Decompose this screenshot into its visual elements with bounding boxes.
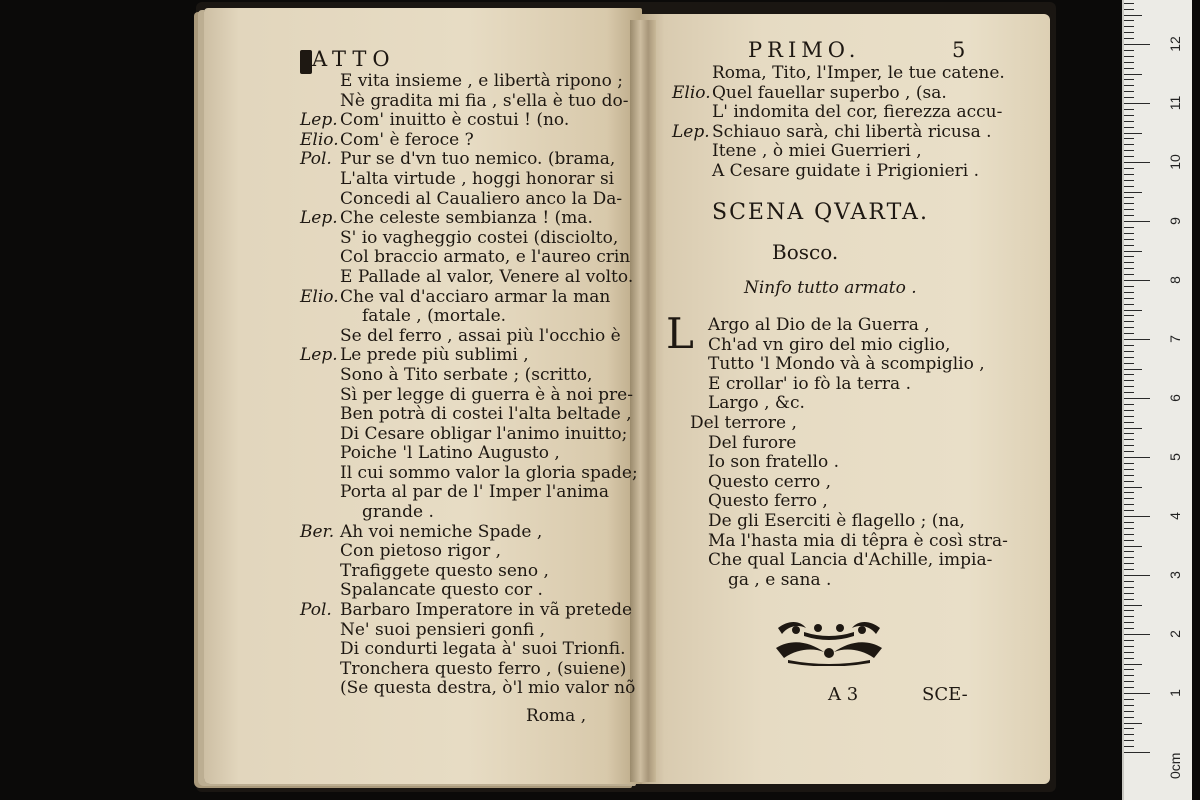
ruler-tick: [1124, 540, 1134, 541]
ruler-tick: [1124, 593, 1134, 594]
ruler-tick: [1124, 392, 1134, 393]
ruler-tick: [1124, 215, 1134, 216]
ruler-tick: [1124, 239, 1134, 240]
ruler-tick: [1124, 599, 1134, 600]
song-line: Io son fratello .: [708, 452, 840, 473]
right-page-line: [672, 64, 1005, 84]
right-page-line: [672, 123, 1005, 143]
line-text: Ah voi nemiche Spade ,: [340, 521, 543, 542]
line-text: E Pallade al valor, Venere al volto.: [340, 266, 634, 287]
left-page-line: [300, 366, 638, 386]
left-page-line: [300, 425, 638, 445]
stage-direction: Ninfo tutto armato .: [744, 278, 917, 298]
song-line: De gli Eserciti è flagello ; (na,: [708, 510, 965, 531]
left-page-line: [300, 464, 638, 484]
ruler-tick: [1124, 85, 1134, 86]
ruler-tick: [1124, 50, 1134, 51]
right-page-line: [672, 162, 1005, 182]
ruler-tick: [1124, 32, 1134, 33]
ruler-number: 11: [1167, 95, 1183, 111]
line-text: A Cesare guidate i Prigionieri .: [712, 160, 979, 181]
line-text: Nè gradita mi fia , s'ella è tuo do-: [340, 90, 629, 111]
ruler-tick: [1124, 339, 1150, 340]
ruler-tick: [1124, 38, 1134, 39]
ruler-tick: [1124, 221, 1150, 222]
line-text: Sono à Tito serbate ; (scritto,: [340, 364, 593, 385]
left-page-line: [300, 131, 638, 151]
ruler-tick: [1124, 168, 1134, 169]
ruler-tick: [1124, 410, 1134, 411]
line-text: Poiche 'l Latino Augusto ,: [340, 443, 560, 464]
ruler-tick: [1124, 121, 1134, 122]
left-page-line: [300, 601, 638, 621]
ruler-tick: [1124, 68, 1134, 69]
ruler-tick: [1124, 150, 1134, 151]
ruler-number: 9: [1167, 217, 1183, 225]
left-page-line: [300, 444, 638, 464]
ruler-tick: [1124, 457, 1150, 458]
song-line: Del terrore ,: [690, 412, 797, 433]
left-page-line: [300, 288, 638, 308]
ruler-tick: [1124, 15, 1142, 16]
line-text: Barbaro Imperatore in vã pretede: [340, 600, 633, 621]
song-line: Ma l'hasta mia di têpra è così stra-: [708, 530, 1008, 551]
ruler-tick: [1124, 740, 1134, 741]
ruler-tick: [1124, 203, 1134, 204]
ruler-number: 2: [1167, 630, 1183, 638]
ruler-tick: [1124, 628, 1134, 629]
line-text: (Se questa destra, ò'l mio valor nõ: [340, 678, 636, 699]
ruler-tick: [1124, 433, 1134, 434]
left-page-line: [300, 523, 638, 543]
ruler-tick: [1124, 186, 1134, 187]
drop-cap: L: [666, 309, 694, 358]
ruler-tick: [1124, 640, 1134, 641]
ruler-tick: [1124, 304, 1134, 305]
ruler-tick: [1124, 693, 1150, 694]
printers-ornament: [774, 620, 884, 666]
ruler-tick: [1124, 534, 1134, 535]
ruler-tick: [1124, 510, 1134, 511]
line-text: Col braccio armato, e l'aureo crin: [340, 247, 631, 268]
ruler-tick: [1124, 616, 1134, 617]
ruler-tick: [1124, 487, 1142, 488]
left-page-line: [300, 209, 638, 229]
left-page-line: [300, 327, 638, 347]
song-line: ga , e sana .: [728, 569, 832, 590]
ruler-number: 8: [1167, 276, 1183, 284]
line-text: Se del ferro , assai più l'occhio è: [340, 325, 621, 346]
ruler-tick: [1124, 286, 1134, 287]
ruler-tick: [1124, 262, 1134, 263]
left-page-line: [300, 621, 638, 641]
ruler-tick: [1124, 109, 1134, 110]
ruler-tick: [1124, 504, 1134, 505]
ruler-number: 5: [1167, 453, 1183, 461]
ruler-tick: [1124, 298, 1134, 299]
line-text: Di condurti legata à' suoi Trionfi.: [340, 639, 626, 660]
ruler-tick: [1124, 315, 1134, 316]
line-text: Porta al par de l' Imper l'anima: [340, 482, 610, 503]
ruler-tick: [1124, 209, 1134, 210]
ruler-tick: [1124, 251, 1142, 252]
ruler-number: 1: [1167, 689, 1183, 697]
ruler-number: 4: [1167, 512, 1183, 520]
speaker-label: Elio.: [672, 82, 711, 103]
song-line: Ch'ad vn giro del mio ciglio,: [708, 334, 951, 355]
ruler-tick: [1124, 575, 1150, 576]
left-page-line: [300, 72, 638, 92]
ruler-tick: [1124, 723, 1142, 724]
line-text: E vita insieme , e libertà ripono ;: [340, 71, 623, 91]
ruler-tick: [1124, 646, 1134, 647]
ruler-tick: [1124, 268, 1134, 269]
ruler-tick: [1124, 498, 1134, 499]
ruler-tick: [1124, 321, 1134, 322]
right-page-line: [672, 142, 1005, 162]
song-line: Argo al Dio de la Guerra ,: [708, 315, 930, 335]
line-text: Che val d'acciaro armar la man: [340, 286, 611, 307]
line-text: Ne' suoi pensieri gonfi ,: [340, 619, 546, 640]
right-page-top-text: [672, 64, 1005, 182]
ruler-tick: [1124, 374, 1134, 375]
ruler-tick: [1124, 469, 1134, 470]
ruler-tick: [1124, 416, 1134, 417]
speaker-label: Lep.: [300, 110, 338, 131]
left-page-line: [300, 268, 638, 288]
ruler-tick: [1124, 398, 1150, 399]
ruler-tick: [1124, 44, 1150, 45]
ruler-tick: [1124, 227, 1134, 228]
ruler-tick: [1124, 127, 1134, 128]
measurement-ruler: [1122, 0, 1192, 800]
ruler-tick: [1124, 717, 1134, 718]
ruler-tick: [1124, 91, 1134, 92]
ruler-tick: [1124, 310, 1142, 311]
ruler-tick: [1124, 256, 1134, 257]
line-text: L' indomita del cor, fierezza accu-: [712, 102, 1003, 123]
ruler-tick: [1124, 669, 1134, 670]
ruler-tick: [1124, 522, 1134, 523]
ruler-tick: [1124, 746, 1134, 747]
ruler-tick: [1124, 233, 1134, 234]
ruler-tick: [1124, 439, 1134, 440]
signature-mark: A 3: [828, 684, 859, 705]
speaker-label: Elio.: [300, 129, 339, 150]
line-text: grande .: [362, 502, 434, 523]
ruler-tick: [1124, 622, 1134, 623]
ruler-tick: [1124, 528, 1134, 529]
line-text: Trafiggete questo seno ,: [340, 560, 549, 581]
ruler-tick: [1124, 734, 1134, 735]
ruler-tick: [1124, 162, 1150, 163]
ruler-tick: [1124, 587, 1134, 588]
ruler-tick: [1124, 581, 1134, 582]
line-text: S' io vagheggio costei (disciolto,: [340, 227, 619, 248]
line-text: Sì per legge di guerra è à noi pre-: [340, 384, 633, 405]
ruler-number: 7: [1167, 335, 1183, 343]
ruler-tick: [1124, 380, 1134, 381]
ruler-tick: [1124, 475, 1134, 476]
speaker-label: Pol.: [300, 149, 332, 170]
ruler-tick: [1124, 752, 1150, 753]
ruler-tick: [1124, 492, 1134, 493]
ruler-tick: [1124, 445, 1134, 446]
song-text: [690, 316, 1008, 590]
ruler-tick: [1124, 652, 1134, 653]
ruler-tick: [1124, 144, 1134, 145]
song-line: Del furore: [708, 432, 797, 453]
line-text: Di Cesare obligar l'animo inuitto;: [340, 423, 628, 444]
ruler-tick: [1124, 56, 1134, 57]
line-text: Com' inuitto è costui ! (no.: [340, 110, 570, 131]
left-page-line: [300, 405, 638, 425]
line-text: Schiauo sarà, chi libertà ricusa .: [712, 121, 992, 142]
line-text: Il cui sommo valor la gloria spade;: [340, 462, 638, 483]
ruler-tick: [1124, 711, 1134, 712]
ruler-tick: [1124, 351, 1134, 352]
ruler-tick: [1124, 658, 1134, 659]
left-page-line: [300, 248, 638, 268]
line-text: Roma, Tito, l'Imper, le tue catene.: [712, 63, 1005, 83]
speaker-label: Lep.: [300, 208, 338, 229]
left-page-line: [300, 170, 638, 190]
line-text: Concedi al Caualiero anco la Da-: [340, 188, 623, 209]
ruler-tick: [1124, 180, 1134, 181]
ruler-tick: [1124, 516, 1150, 517]
ruler-number: 3: [1167, 571, 1183, 579]
speaker-label: Elio.: [300, 286, 339, 307]
left-page-line: [300, 346, 638, 366]
right-page-line: [672, 84, 1005, 104]
line-text: Spalancate questo cor .: [340, 580, 543, 601]
line-text: Tronchera questo ferro , (suiene): [340, 658, 627, 679]
ruler-tick: [1124, 9, 1134, 10]
ruler-tick: [1124, 404, 1134, 405]
left-page-text: [300, 72, 638, 699]
left-page-line: [300, 386, 638, 406]
ruler-tick: [1124, 428, 1142, 429]
speaker-label: Pol.: [300, 600, 332, 621]
left-page-number-mark: [300, 50, 312, 74]
left-page-line: [300, 562, 638, 582]
ruler-tick: [1124, 463, 1134, 464]
ruler-tick: [1124, 26, 1134, 27]
ruler-tick: [1124, 333, 1134, 334]
song-line: E crollar' io fò la terra .: [708, 373, 911, 394]
ruler-tick: [1124, 345, 1134, 346]
left-page-line: [300, 660, 638, 680]
ruler-tick: [1124, 386, 1134, 387]
left-page-line: [300, 542, 638, 562]
left-page-line: [300, 503, 638, 523]
ruler-tick: [1124, 197, 1134, 198]
ruler-tick: [1124, 422, 1134, 423]
speaker-label: Ber.: [300, 521, 335, 542]
line-text: fatale , (mortale.: [362, 306, 507, 327]
ruler-tick: [1124, 563, 1134, 564]
ruler-tick: [1124, 62, 1134, 63]
ruler-tick: [1124, 20, 1134, 21]
ruler-tick: [1124, 681, 1134, 682]
song-line: Tutto 'l Mondo và à scompiglio ,: [708, 354, 985, 375]
ruler-tick: [1124, 174, 1134, 175]
ruler-tick: [1124, 369, 1142, 370]
ruler-tick: [1124, 363, 1134, 364]
ruler-tick: [1124, 103, 1150, 104]
left-catchword: Roma ,: [526, 706, 587, 726]
left-page-line: [300, 229, 638, 249]
right-catchword: SCE-: [922, 684, 968, 705]
ruler-tick: [1124, 156, 1134, 157]
right-page-number: 5: [952, 38, 966, 62]
ruler-tick: [1124, 675, 1134, 676]
song-line: Largo , &c.: [708, 393, 805, 414]
ruler-tick: [1124, 699, 1134, 700]
scene-setting: Bosco.: [772, 240, 839, 264]
left-page-line: [300, 679, 638, 699]
ruler-tick: [1124, 274, 1134, 275]
ruler-tick: [1124, 115, 1134, 116]
ruler-tick: [1124, 357, 1134, 358]
ruler-number: 10: [1167, 154, 1183, 170]
ruler-tick: [1124, 451, 1134, 452]
line-text: Con pietoso rigor ,: [340, 541, 502, 562]
ruler-tick: [1124, 605, 1142, 606]
left-page-line: [300, 581, 638, 601]
line-text: Ben potrà di costei l'alta beltade ,: [340, 404, 632, 425]
ruler-tick: [1124, 3, 1134, 4]
line-text: Pur se d'vn tuo nemico. (brama,: [340, 149, 616, 170]
ruler-number: 6: [1167, 394, 1183, 402]
ruler-tick: [1124, 557, 1134, 558]
left-page-line: [300, 111, 638, 131]
line-text: Itene , ò miei Guerrieri ,: [712, 141, 922, 162]
line-text: Le prede più sublimi ,: [340, 345, 529, 366]
left-running-head: ATTO: [312, 47, 396, 71]
ruler-tick: [1124, 79, 1134, 80]
ruler-tick: [1124, 280, 1150, 281]
line-text: L'alta virtude , hoggi honorar si: [340, 168, 615, 189]
scene-title: SCENA QVARTA.: [712, 200, 929, 225]
ruler-tick: [1124, 687, 1134, 688]
right-running-head: PRIMO.: [748, 38, 861, 62]
ruler-tick: [1124, 327, 1134, 328]
ruler-tick: [1124, 74, 1142, 75]
song-line: Questo ferro ,: [708, 491, 828, 512]
ruler-tick: [1124, 138, 1134, 139]
ruler-tick: [1124, 245, 1134, 246]
ruler-tick: [1124, 664, 1142, 665]
ruler-unit-label: 0cm: [1167, 752, 1183, 779]
left-page-line: [300, 92, 638, 112]
ruler-tick: [1124, 728, 1134, 729]
ruler-tick: [1124, 546, 1142, 547]
line-text: Che celeste sembianza ! (ma.: [340, 208, 593, 229]
song-line: Che qual Lancia d'Achille, impia-: [708, 550, 993, 571]
ruler-tick: [1124, 133, 1142, 134]
line-text: Quel fauellar superbo , (sa.: [712, 82, 947, 103]
speaker-label: Lep.: [672, 121, 710, 142]
ruler-number: 12: [1167, 36, 1183, 52]
ruler-tick: [1124, 705, 1134, 706]
right-page-line: [672, 103, 1005, 123]
line-text: Com' è feroce ?: [340, 129, 474, 150]
ruler-tick: [1124, 97, 1134, 98]
left-page-line: [300, 190, 638, 210]
left-page-line: [300, 640, 638, 660]
ruler-tick: [1124, 569, 1134, 570]
left-page-line: [300, 307, 638, 327]
ruler-tick: [1124, 192, 1142, 193]
left-page-line: [300, 483, 638, 503]
left-page-line: [300, 150, 638, 170]
ruler-tick: [1124, 292, 1134, 293]
speaker-label: Lep.: [300, 345, 338, 366]
song-line: Questo cerro ,: [708, 471, 832, 492]
ruler-tick: [1124, 610, 1134, 611]
ruler-tick: [1124, 634, 1150, 635]
ruler-tick: [1124, 481, 1134, 482]
ruler-tick: [1124, 551, 1134, 552]
